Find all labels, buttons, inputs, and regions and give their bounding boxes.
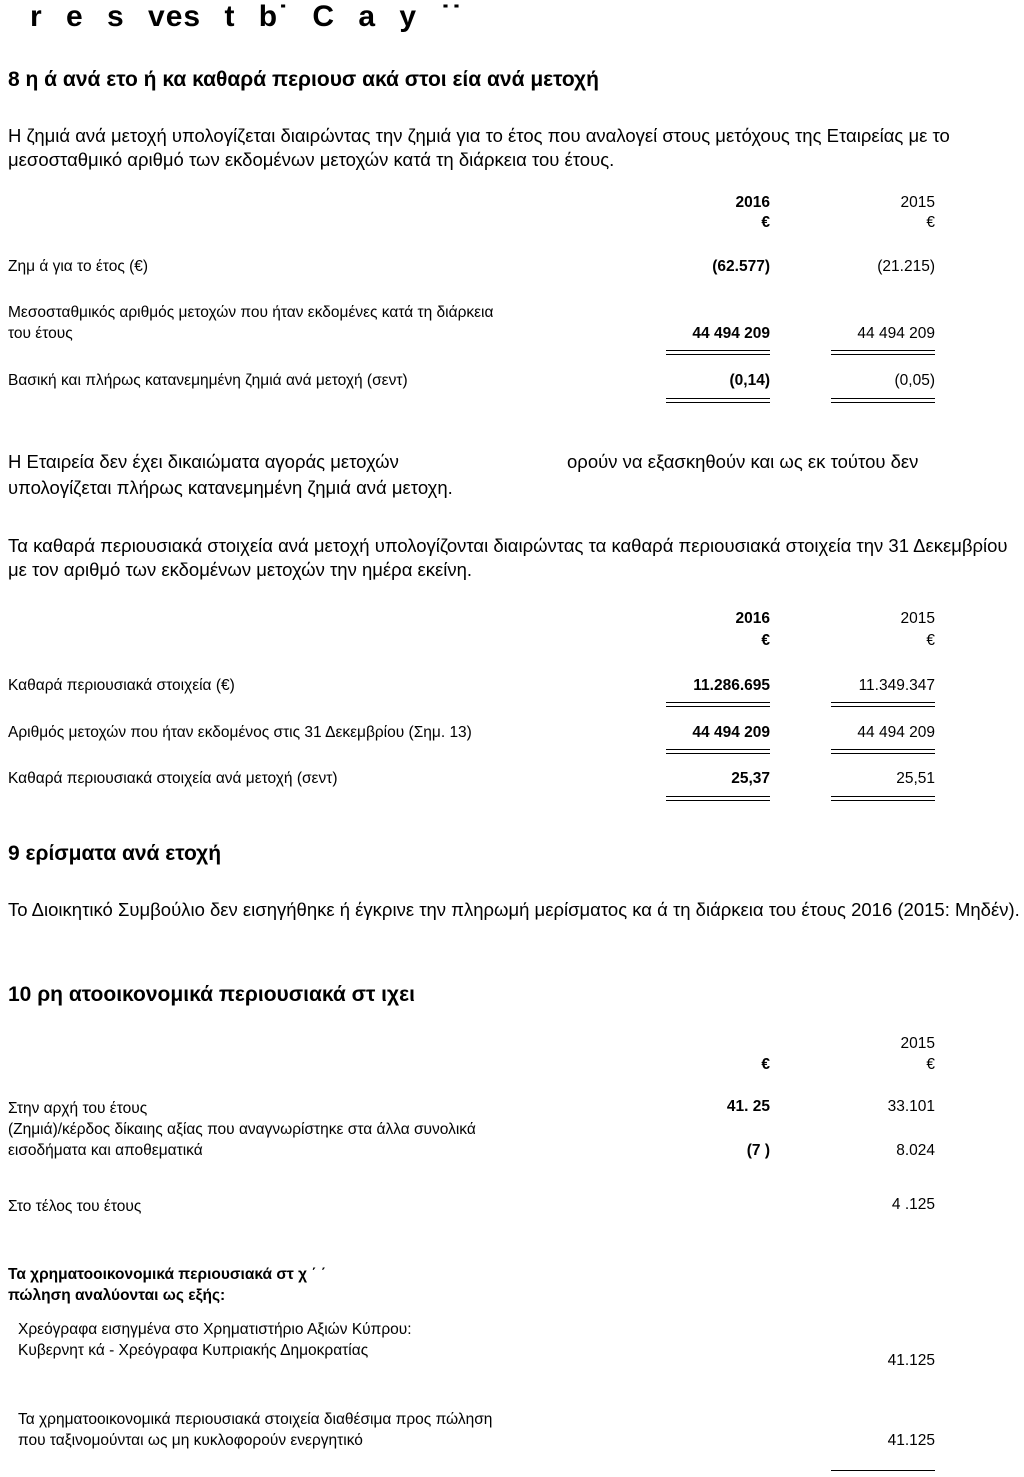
t1-currency-2016: € bbox=[761, 214, 770, 231]
t3-row-closing-label: Στο τέλος του έτους bbox=[8, 1198, 142, 1215]
t3-row-fv-2016: (7 ) bbox=[746, 1142, 770, 1159]
t1-row-eps-label: Βασική και πλήρως κατανεμημένη ζημιά ανά μετοχή (σεντ) bbox=[8, 372, 408, 389]
t2-row-navps-label: Καθαρά περιουσιακά στοιχεία ανά μετοχή (σεντ) bbox=[8, 770, 338, 787]
t1-currency-2015: € bbox=[926, 214, 935, 231]
t2-rule3-2016 bbox=[666, 796, 770, 801]
t3-row-noncurrent-label-a: Τα χρηματοοικονομικά περιουσιακά στοιχεία διαθέσιμα προς πώληση bbox=[18, 1411, 493, 1428]
t3-row-opening-label: Στην αρχή του έτους bbox=[8, 1100, 148, 1117]
t3-year-2015: 2015 bbox=[900, 1035, 935, 1052]
t2-row-shares-2015: 44 494 209 bbox=[857, 724, 935, 741]
t2-row-nav-label: Καθαρά περιουσιακά στοιχεία (€) bbox=[8, 677, 235, 694]
section-8-paragraph2-b: ορούν να εξασκηθούν και ως εκ τούτου δεν bbox=[567, 451, 919, 472]
t1-rule2-2015 bbox=[831, 398, 935, 403]
t1-row-loss-2016: (62.577) bbox=[712, 258, 770, 275]
t1-row-shares-label-a: Μεσοσταθμικός αριθμός μετοχών που ήταν εκδομένες κατά τη διάρκεια bbox=[8, 304, 494, 321]
t1-year-2016: 2016 bbox=[735, 194, 770, 211]
t1-rule-2016 bbox=[666, 350, 770, 355]
section-9-title: 9 ερίσματα ανά ετοχή bbox=[8, 842, 222, 865]
t3-row-fv-2015: 8.024 bbox=[896, 1142, 935, 1159]
t1-row-eps-2015: (0,05) bbox=[894, 372, 935, 389]
t2-row-navps-2015: 25,51 bbox=[896, 770, 935, 787]
t3-row-listed-label-a: Χρεόγραφα εισηγμένα στο Χρηματιστήριο Αξιών Κύπρου: bbox=[18, 1321, 412, 1338]
page-header: r e s ves t b˙ C a y ˙˙ bbox=[30, 0, 463, 33]
t2-row-nav-2015: 11.349.347 bbox=[858, 677, 935, 694]
t2-rule3-2015 bbox=[831, 796, 935, 801]
t3-row-listed-2015: 41.125 bbox=[887, 1352, 935, 1369]
t1-row-loss-2015: (21.215) bbox=[877, 258, 935, 275]
section-8-paragraph: Η ζημιά ανά μετοχή υπολογίζεται διαιρώντας την ζημιά για το έτος που αναλογεί στους μετόχους της Εταιρείας με το μεσοσταθμικό αριθμό των εκδομένων μετοχών κατά τη διάρκεια του έτους. bbox=[8, 125, 950, 170]
t3-row-opening-2015: 33.101 bbox=[887, 1098, 935, 1115]
t2-row-shares-2016: 44 494 209 bbox=[692, 724, 770, 741]
section-8-paragraph2-a: Η Εταιρεία δεν έχει δικαιώματα αγοράς μετοχών bbox=[8, 451, 399, 472]
t2-row-nav-2016: 11.286.695 bbox=[693, 677, 770, 694]
section-9-paragraph: Το Διοικητικό Συμβούλιο δεν εισηγήθηκε ή έγκρινε την πληρωμή μερίσματος κα ά τη διάρκεια του έτους 2016 (2015: Μηδέν). bbox=[8, 899, 1020, 920]
t2-rule2-2015 bbox=[831, 749, 935, 754]
t1-row-shares-2015: 44 494 209 bbox=[857, 325, 935, 342]
t3-row-fv-label-b: εισοδήματα και αποθεματικά bbox=[8, 1142, 203, 1159]
t1-rule2-2016 bbox=[666, 398, 770, 403]
t2-year-2015: 2015 bbox=[900, 610, 935, 627]
t3-row-opening-2016: 41. 25 bbox=[726, 1098, 770, 1115]
section-10-title: 10 ρη ατοοικονομικά περιουσιακά στ ιχει bbox=[8, 983, 415, 1006]
t2-row-navps-2016: 25,37 bbox=[731, 770, 770, 787]
section-8-paragraph2-c: υπολογίζεται πλήρως κατανεμημένη ζημιά ανά μετοχη. bbox=[8, 477, 453, 498]
t3-row-noncurrent-label-b: που ταξινομούνται ως μη κυκλοφορούν ενεργητικό bbox=[18, 1432, 363, 1449]
section-8-title: 8 η ά ανά ετο ή κα καθαρά περιουσ ακά στοι εία ανά μετοχή bbox=[8, 68, 599, 91]
t3-row-listed-label-b: Κυβερνητ κά - Χρεόγραφα Κυπριακής Δημοκρατίας bbox=[18, 1342, 369, 1359]
t3-row-noncurrent-2015: 41.125 bbox=[887, 1432, 935, 1449]
t3-currency-2015: € bbox=[926, 1056, 935, 1073]
t3-analysis-heading-b: πώληση αναλύονται ως εξής: bbox=[8, 1287, 226, 1304]
t1-row-shares-2016: 44 494 209 bbox=[692, 325, 770, 342]
t3-currency-2016: € bbox=[761, 1056, 770, 1073]
t1-row-shares-label-b: του έτους bbox=[8, 325, 73, 342]
t2-currency-2016: € bbox=[761, 632, 770, 649]
t2-row-shares-label: Αριθμός μετοχών που ήταν εκδομένος στις 31 Δεκεμβρίου (Σημ. 13) bbox=[8, 724, 472, 741]
t3-row-closing-2015: 4 .125 bbox=[891, 1196, 935, 1213]
t2-rule-2016 bbox=[666, 702, 770, 707]
t1-row-eps-2016: (0,14) bbox=[729, 372, 770, 389]
section-8-paragraph3: Τα καθαρά περιουσιακά στοιχεία ανά μετοχή υπολογίζονται διαιρώντας τα καθαρά περιουσιακά στοιχεία την 31 Δεκεμβρίου με τον αριθμό των εκδομένων μετοχών την ημέρα εκείνη. bbox=[8, 535, 1008, 580]
t1-row-loss-label: Ζημ ά για το έτος (€) bbox=[8, 258, 149, 275]
t1-year-2015: 2015 bbox=[900, 194, 935, 211]
t2-rule-2015 bbox=[831, 702, 935, 707]
t2-year-2016: 2016 bbox=[735, 610, 770, 627]
t2-currency-2015: € bbox=[926, 632, 935, 649]
t3-bottom-rule bbox=[831, 1470, 935, 1471]
t3-analysis-heading-a: Τα χρηματοοικονομικά περιουσιακά στ χ ΄ ΄ bbox=[8, 1266, 327, 1283]
t2-rule2-2016 bbox=[666, 749, 770, 754]
t3-row-fv-label-a: (Ζημιά)/κέρδος δίκαιης αξίας που αναγνωρίστηκε στα άλλα συνολικά bbox=[8, 1121, 476, 1138]
t1-rule-2015 bbox=[831, 350, 935, 355]
